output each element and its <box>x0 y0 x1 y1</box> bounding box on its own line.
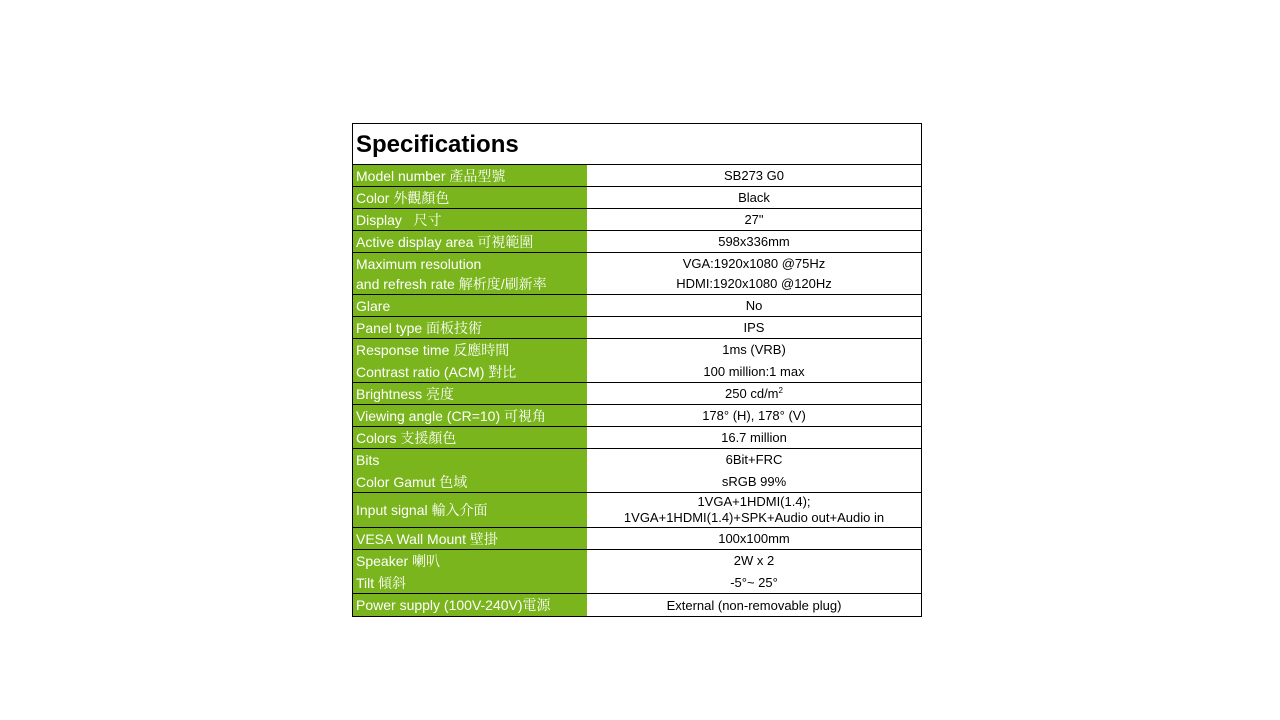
value-line: 16.7 million <box>721 430 787 445</box>
spec-value <box>587 187 921 208</box>
spec-label <box>353 383 587 404</box>
value-line: External (non-removable plug) <box>666 597 842 613</box>
spec-row-panel-type <box>353 317 921 339</box>
label-line: Colors 支援顏色 <box>356 429 457 446</box>
spec-row-active-display-area <box>353 231 921 253</box>
value-line: 1ms (VRB) <box>722 341 786 357</box>
spec-label <box>353 187 587 208</box>
value-line: sRGB 99% <box>721 473 787 489</box>
spec-row-response-contrast <box>353 339 921 383</box>
spec-value <box>587 493 921 527</box>
label-line: Brightness 亮度 <box>356 385 455 402</box>
spec-row-speaker-tilt <box>353 550 921 594</box>
label-line: and refresh rate 解析度/刷新率 <box>356 275 547 292</box>
spec-value <box>587 427 921 448</box>
label-line: Active display area 可視範圍 <box>356 233 534 250</box>
spec-value <box>587 528 921 549</box>
label-line: Maximum resolution <box>356 255 482 272</box>
brightness-value: 250 cd/m <box>725 386 779 401</box>
value-line: 6Bit+FRC <box>725 451 783 467</box>
value-line: 100 million:1 max <box>703 363 805 379</box>
spec-label <box>353 295 587 316</box>
spec-label <box>353 339 587 382</box>
value-line: VGA:1920x1080 @75Hz <box>682 255 826 271</box>
spec-label <box>353 594 587 616</box>
label-line: Color Gamut 色域 <box>356 473 468 490</box>
label-line: Color 外觀顏色 <box>356 189 450 206</box>
spec-value <box>587 209 921 230</box>
spec-value <box>587 405 921 426</box>
label-line: VESA Wall Mount 壁掛 <box>356 530 498 547</box>
spec-value <box>587 383 921 404</box>
spec-row-colors <box>353 427 921 449</box>
spec-label <box>353 550 587 593</box>
value-line: IPS <box>743 320 765 335</box>
label-line: Power supply (100V-240V)電源 <box>356 597 551 613</box>
spec-value <box>587 449 921 492</box>
spec-row-vesa-wall-mount <box>353 528 921 550</box>
label-line: Panel type 面板技術 <box>356 319 483 336</box>
value-line: 598x336mm <box>718 234 790 249</box>
spec-value <box>587 253 921 294</box>
spec-value <box>587 550 921 593</box>
label-line: Model number 產品型號 <box>356 167 506 184</box>
spec-value <box>587 295 921 316</box>
label-line: Bits <box>356 451 380 468</box>
label-line: Input signal 輸入介面 <box>356 502 488 518</box>
spec-value <box>587 339 921 382</box>
value-line <box>587 386 921 401</box>
spec-row-color <box>353 187 921 209</box>
label-line: Tilt 傾斜 <box>356 574 407 591</box>
spec-row-bits-gamut <box>353 449 921 493</box>
spec-label <box>353 231 587 252</box>
spec-label <box>353 165 587 186</box>
label-line: Display 尺寸 <box>356 211 442 228</box>
value-line: 1VGA+1HDMI(1.4)+SPK+Audio out+Audio in <box>623 510 885 525</box>
value-line: No <box>745 298 763 313</box>
value-line: 1VGA+1HDMI(1.4); <box>697 494 811 509</box>
spec-label <box>353 528 587 549</box>
brightness-superscript: 2 <box>778 386 783 395</box>
specifications-table <box>352 123 922 617</box>
spec-row-input-signal <box>353 493 921 528</box>
spec-row-maximum-resolution <box>353 253 921 295</box>
spec-value <box>587 165 921 186</box>
spec-label <box>353 427 587 448</box>
spec-row-glare <box>353 295 921 317</box>
spec-label <box>353 405 587 426</box>
label-line: Response time 反應時間 <box>356 341 510 358</box>
label-line: Viewing angle (CR=10) 可視角 <box>356 407 546 424</box>
value-line: HDMI:1920x1080 @120Hz <box>676 275 832 291</box>
spec-row-viewing-angle <box>353 405 921 427</box>
spec-label <box>353 493 587 527</box>
value-line: 2W x 2 <box>733 552 775 568</box>
spec-label <box>353 209 587 230</box>
spec-value <box>587 594 921 616</box>
spec-row-brightness <box>353 383 921 405</box>
label-line: Speaker 喇叭 <box>356 552 441 569</box>
value-line: SB273 G0 <box>724 168 784 183</box>
value-line: 27" <box>744 212 764 227</box>
value-line: Black <box>738 190 770 205</box>
spec-label <box>353 253 587 294</box>
spec-value <box>587 231 921 252</box>
table-title: Specifications <box>353 124 921 165</box>
spec-label <box>353 449 587 492</box>
value-line: -5°~ 25° <box>730 574 778 590</box>
value-line: 178° (H), 178° (V) <box>702 408 806 423</box>
value-line: 100x100mm <box>718 531 790 546</box>
spec-row-display <box>353 209 921 231</box>
label-line: Contrast ratio (ACM) 對比 <box>356 363 517 380</box>
spec-row-power-supply <box>353 594 921 616</box>
label-line: Glare <box>356 297 391 314</box>
spec-value <box>587 317 921 338</box>
spec-label <box>353 317 587 338</box>
spec-row-model-number <box>353 165 921 187</box>
